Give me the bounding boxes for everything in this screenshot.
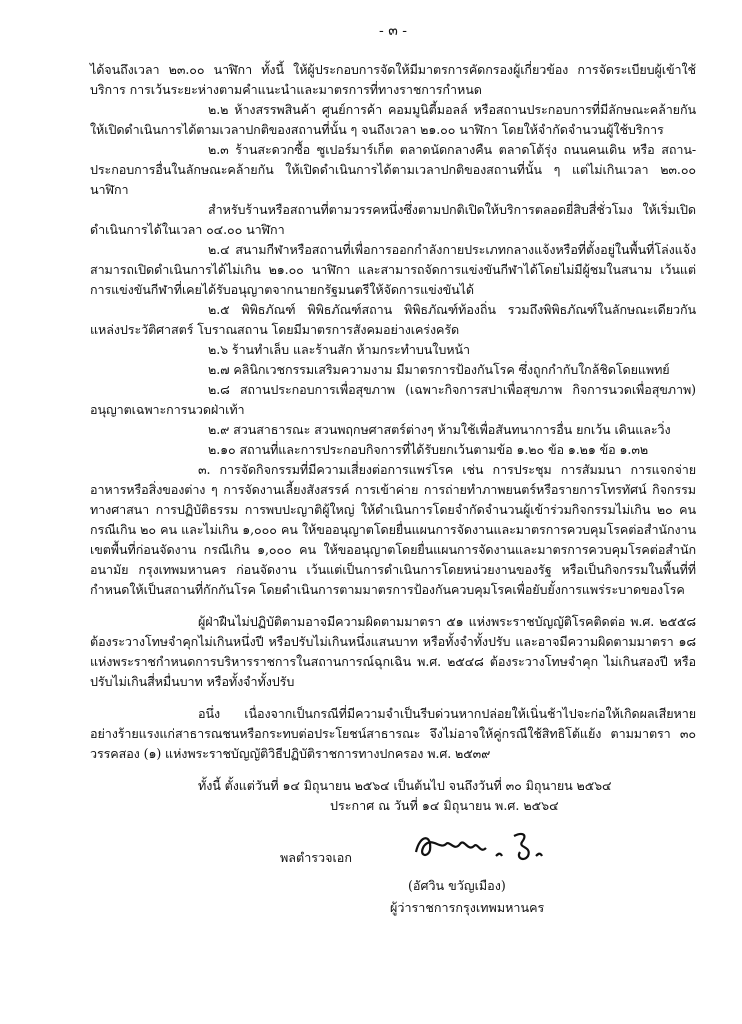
document-body <box>90 60 696 796</box>
signer-name: (อัศวิน ขวัญเมือง) <box>408 878 506 893</box>
signer-rank: พลตำรวจเอก <box>280 850 352 865</box>
signer-position: ผู้ว่าราชการกรุงเทพมหานคร <box>390 900 545 915</box>
handwritten-signature <box>410 826 560 864</box>
paragraph: ๒.๒ ห้างสรรพสินค้า ศูนย์การค้า คอมมูนิตี้มอลล์ หรือสถานประกอบการที่มีลักษณะคล้ายกัน ให้เปิดดำเนินการได้ตามเวลาปกติของสถานที่นั้น ๆ จนถึงเวลา ๒๑.๐๐ นาฬิกา โดยให้จำกัดจำนวนผู้ใช้บริการ <box>90 102 696 137</box>
paragraph: ๒.๗ คลินิกเวชกรรมเสริมความงาม มีมาตรการป้องกันโรค ซึ่งถูกกำกับใกล้ชิดโดยแพทย์ <box>208 362 670 377</box>
paragraph: ๒.๑๐ สถานที่และการประกอบกิจการที่ได้รับยกเว้นตามข้อ ๑.๒๐ ข้อ ๑.๒๑ ข้อ ๑.๓๒ <box>208 442 649 457</box>
signature-block <box>90 796 696 926</box>
paragraph: ๒.๖ ร้านทำเล็บ และร้านสัก ห้ามกระทำบนใบหน้า <box>208 342 470 357</box>
paragraph: ๒.๘ สถานประกอบการเพื่อสุขภาพ (เฉพาะกิจการสปาเพื่อสุขภาพ กิจการนวดเพื่อสุขภาพ) อนุญาตเฉพาะการนวดฝ่าเท้า <box>90 382 696 417</box>
paragraph: อนึ่ง เนื่องจากเป็นกรณีที่มีความจำเป็นรีบด่วนหากปล่อยให้เนิ่นช้าไปจะก่อให้เกิดผลเสียหายอย่างร้ายแรงแก่สาธารณชนหรือกระทบต่อประโยชน์สาธารณะ จึงไม่อาจให้คู่กรณีใช้สิทธิโต้แย้ง ตามมาตรา ๓๐ วรรคสอง (๑) แห่งพระราชบัญญัติวิธีปฏิบัติราชการทางปกครอง พ.ศ. ๒๕๓๙ <box>90 706 696 761</box>
paragraph: ๒.๔ สนามกีฬาหรือสถานที่เพื่อการออกกำลังกายประเภทกลางแจ้งหรือที่ตั้งอยู่ในพื้นที่โล่งแจ้ง สามารถเปิดดำเนินการได้ไม่เกิน ๒๑.๐๐ นาฬิกา และสามารถจัดการแข่งขันกีฬาได้โดยไม่มีผู้ชมในสนาม เว้นแต่การแข่งขันกีฬาที่เคยได้รับอนุญาตจากนายกรัฐมนตรีให้จัดการแข่งขันได้ <box>90 242 696 297</box>
paragraph: ๒.๕ พิพิธภัณฑ์ พิพิธภัณฑ์สถาน พิพิธภัณฑ์ท้องถิ่น รวมถึงพิพิธภัณฑ์ในลักษณะเดียวกัน แหล่งประวัติศาสตร์ โบราณสถาน โดยมีมาตรการสังคมอย่างเคร่งครัด <box>90 302 696 337</box>
paragraph: ๒.๓ ร้านสะดวกซื้อ ซูเปอร์มาร์เก็ต ตลาดนัดกลางคืน ตลาดโต้รุ่ง ถนนคนเดิน หรือ สถาน-ประกอบการอื่นในลักษณะคล้ายกัน ให้เปิดดำเนินการได้ตามเวลาปกติของสถานที่นั้น ๆ แต่ไม่เกินเวลา ๒๓.๐๐ นาฬิกา <box>90 142 696 197</box>
paragraph: สำหรับร้านหรือสถานที่ตามวรรคหนึ่งซึ่งตามปกติเปิดให้บริการตลอดยี่สิบสี่ชั่วโมง ให้เริ่มเปิดดำเนินการได้ในเวลา ๐๔.๐๐ นาฬิกา <box>90 202 696 237</box>
paragraph-gap <box>90 600 696 612</box>
paragraph-gap <box>90 764 696 776</box>
paragraph-gap <box>90 692 696 704</box>
paragraph: ผู้ฝ่าฝืนไม่ปฏิบัติตามอาจมีความผิดตามมาตรา ๕๑ แห่งพระราชบัญญัติโรคติดต่อ พ.ศ. ๒๕๕๘ ต้องระวางโทษจำคุกไม่เกินหนึ่งปี หรือปรับไม่เกินหนึ่งแสนบาท หรือทั้งจำทั้งปรับ และอาจมีความผิดตามมาตรา ๑๘ แห่งพระราชกำหนดการบริหารราชการในสถานการณ์ฉุกเฉิน พ.ศ. ๒๕๔๘ ต้องระวางโทษจำคุก ไม่เกินสองปี หรือปรับไม่เกินสี่หมื่นบาท หรือทั้งจำทั้งปรับ <box>90 614 696 689</box>
paragraph: ๒.๙ สวนสาธารณะ สวนพฤกษศาสตร์ต่างๆ ห้ามใช้เพื่อสันทนาการอื่น ยกเว้น เดินและวิ่ง <box>208 422 671 437</box>
paragraph: ทั้งนี้ ตั้งแต่วันที่ ๑๔ มิถุนายน ๒๕๖๔ เป็นต้นไป จนถึงวันที่ ๓๐ มิถุนายน ๒๕๖๔ <box>198 778 612 793</box>
issue-date: ประกาศ ณ วันที่ ๑๔ มิถุนายน พ.ศ. ๒๕๖๔ <box>330 798 559 813</box>
page-number: - ๓ - <box>379 23 407 39</box>
paragraph: ได้จนถึงเวลา ๒๓.๐๐ นาฬิกา ทั้งนี้ ให้ผู้ประกอบการจัดให้มีมาตรการคัดกรองผู้เกี่ยวข้อง การจัดระเบียบผู้เข้าใช้บริการ การเว้นระยะห่างตามคำแนะนำและมาตรการที่ทางราชการกำหนด <box>90 62 696 97</box>
paragraph: ๓. การจัดกิจกรรมที่มีความเสี่ยงต่อการแพร่โรค เช่น การประชุม การสัมมนา การแจกจ่ายอาหารหรือสิ่งของต่าง ๆ การจัดงานเลี้ยงสังสรรค์ การเข้าค่าย การถ่ายทำภาพยนตร์หรือรายการโทรทัศน์ กิจกรรมทางศาสนา การปฏิบัติธรรม การพบปะญาติผู้ใหญ่ ให้ดำเนินการโดยจำกัดจำนวนผู้เข้าร่วมกิจกรรมไม่เกิน ๒๐ คน กรณีเกิน ๒๐ คน และไม่เกิน ๑,๐๐๐ คน ให้ขออนุญาตโดยยื่นแผนการจัดงานและมาตรการควบคุมโรคต่อสำนักงานเขตพื้นที่ก่อนจัดงาน กรณีเกิน ๑,๐๐๐ คน ให้ขออนุญาตโดยยื่นแผนการจัดงานและมาตรการควบคุมโรคต่อสำนักอนามัย กรุงเทพมหานคร ก่อนจัดงาน เว้นแต่เป็นการดำเนินการโดยหน่วยงานของรัฐ หรือเป็นกิจกรรมในพื้นที่ที่กำหนดให้เป็นสถานที่กักกันโรค โดยดำเนินการตามมาตรการป้องกันควบคุมโรคเพื่อยับยั้งการแพร่ระบาดของโรค <box>90 462 696 597</box>
